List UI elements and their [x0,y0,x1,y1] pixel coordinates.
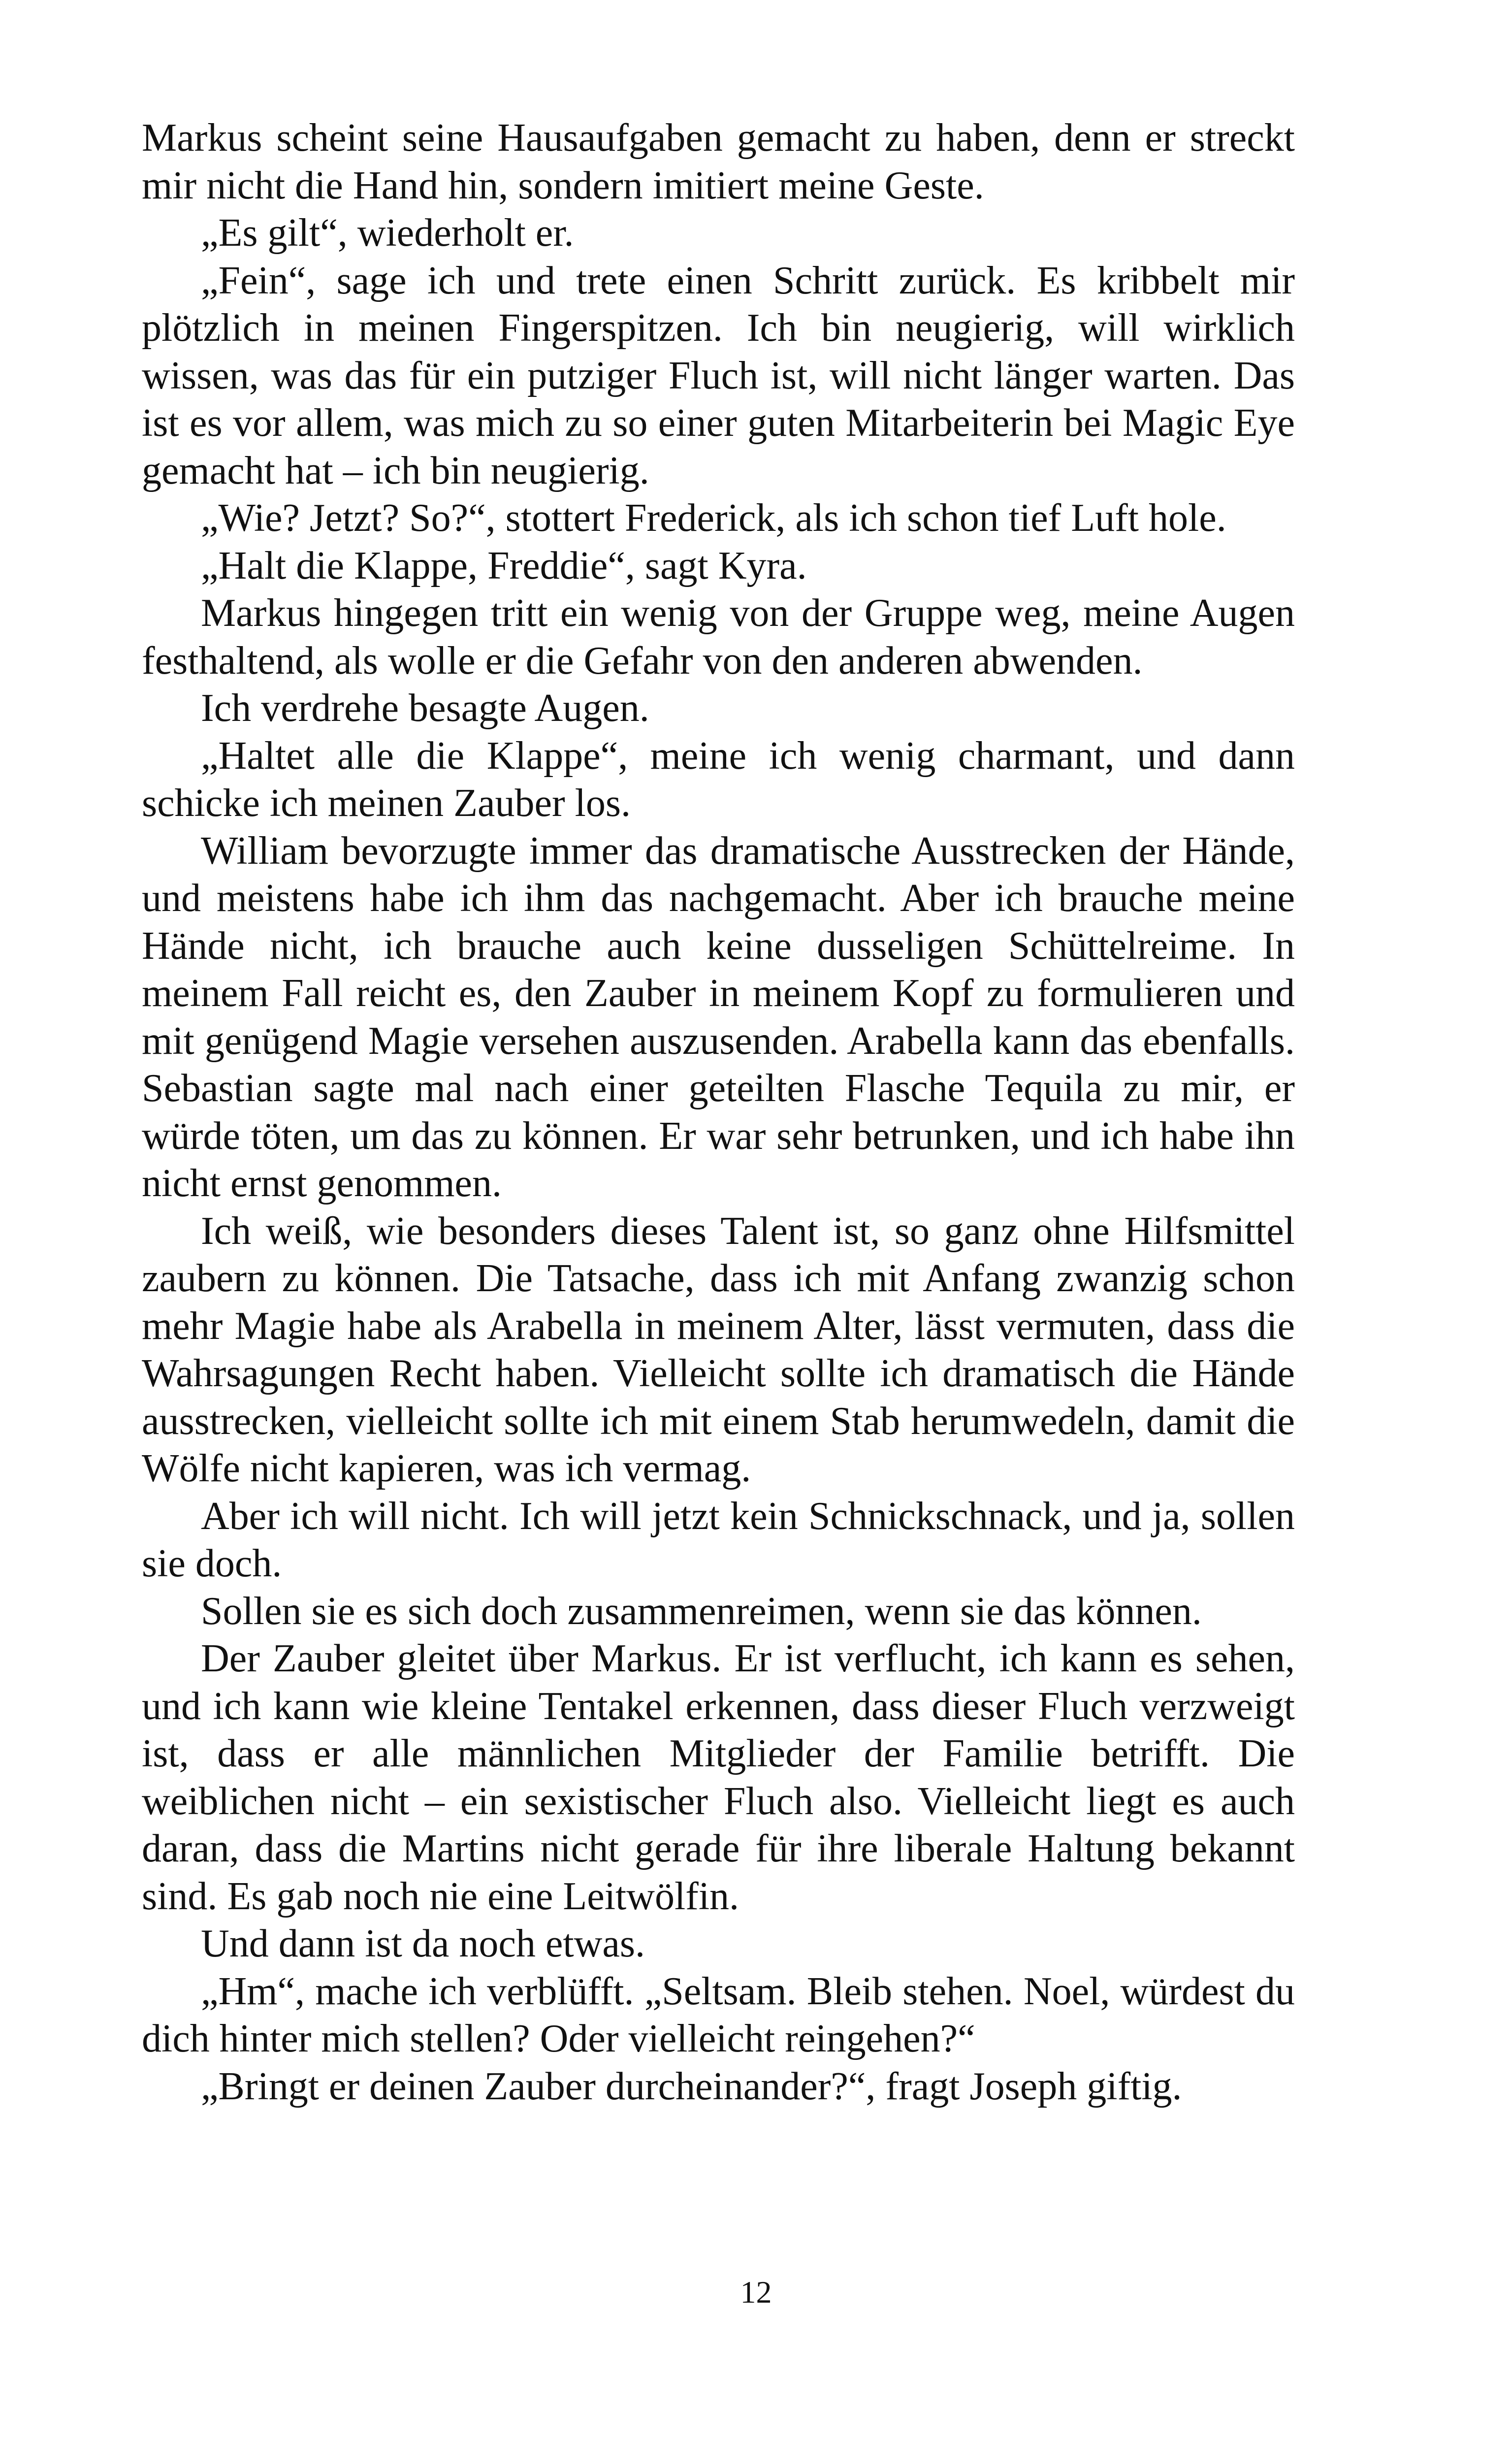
paragraph: Sollen sie es sich doch zusammenreimen, wenn sie das können. [201,1589,1202,1633]
paragraph: „Es gilt“, wiederholt er. [201,211,574,255]
paragraph: William bevorzugte immer das dramatische Ausstrecken der Hände, und meistens habe ich ihm das nachgemacht. Aber ich brauche meine Hände nicht, ich brauche auch keine dusseligen Schüttelreime. In meinem Fall reicht es, den Zauber in meinem Kopf zu formulieren und mit genügend Magie versehen auszusenden. Arabella kann das ebenfalls. Sebastian sagte mal nach einer geteilten Flasche Tequila zu mir, er würde töten, um das zu können. Er war sehr betrunken, und ich habe ihn nicht ernst genommen. [142,829,1295,1205]
paragraph: Der Zauber gleitet über Markus. Er ist verflucht, ich kann es sehen, und ich kann wie kleine Tentakel erkennen, dass dieser Fluch verzweigt ist, dass er alle männlichen Mitglieder der Familie betrifft. Die weiblichen nicht – ein sexistischer Fluch also. Vielleicht liegt es auch daran, dass die Martins nicht gerade für ihre liberale Haltung bekannt sind. Es gab noch nie eine Leitwölfin. [142,1637,1295,1918]
paragraph: Markus hingegen tritt ein wenig von der Gruppe weg, meine Augen festhaltend, als wolle er die Gefahr von den anderen abwenden. [142,591,1295,683]
paragraph: „Halt die Klappe, Freddie“, sagt Kyra. [201,544,807,587]
paragraph: Ich weiß, wie besonders dieses Talent ist, so ganz ohne Hilfsmittel zaubern zu können. Die Tatsache, dass ich mit Anfang zwanzig schon mehr Magie habe als Arabella in meinem Alter, lässt vermuten, dass die Wahrsagungen Recht haben. Vielleicht sollte ich dramatisch die Hände ausstrecken, vielleicht sollte ich mit einem Stab herumwedeln, damit die Wölfe nicht kapieren, was ich vermag. [142,1209,1295,1490]
paragraph: „Bringt er deinen Zauber durcheinander?“, fragt Joseph giftig. [201,2064,1182,2108]
paragraph: „Fein“, sage ich und trete einen Schritt zurück. Es kribbelt mir plötzlich in meinen Fingerspitzen. Ich bin neugierig, will wirklich wissen, was das für ein putziger Fluch ist, will nicht länger warten. Das ist es vor allem, was mich zu so einer guten Mitarbeiterin bei Magic Eye gemacht hat – ich bin neugierig. [142,259,1295,492]
paragraph: „Haltet alle die Klappe“, meine ich wenig charmant, und dann schicke ich meinen Zauber los. [142,734,1295,825]
page-number: 12 [740,2275,772,2310]
paragraph: „Wie? Jetzt? So?“, stottert Frederick, als ich schon tief Luft hole. [201,496,1226,540]
paragraph: Markus scheint seine Hausaufgaben gemacht zu haben, denn er streckt mir nicht die Hand hin, sondern imitiert meine Geste. [142,116,1295,207]
body-text [142,114,1295,2110]
paragraph: Aber ich will nicht. Ich will jetzt kein Schnickschnack, und ja, sollen sie doch. [142,1494,1295,1585]
paragraph: Ich verdrehe besagte Augen. [201,686,649,730]
paragraph: „Hm“, mache ich verblüfft. „Seltsam. Bleib stehen. Noel, würdest du dich hinter mich stellen? Oder vielleicht reingehen?“ [142,1969,1295,2060]
paragraph: Und dann ist da noch etwas. [201,1922,645,1965]
